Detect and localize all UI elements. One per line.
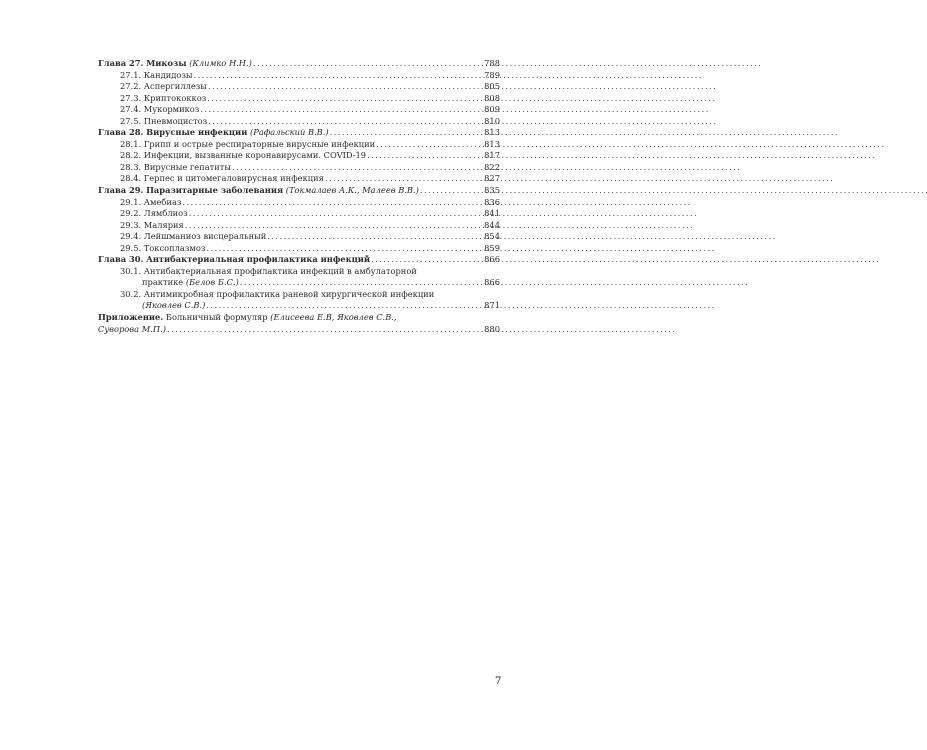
dot-leader — [325, 173, 483, 185]
toc-item — [98, 150, 500, 162]
item-page: 789 — [484, 69, 500, 80]
toc-chapter-30 — [98, 254, 500, 266]
dot-leader — [182, 197, 483, 209]
dot-leader — [367, 150, 483, 162]
dot-leader — [420, 185, 483, 197]
chapter-page: 835 — [484, 185, 500, 196]
dot-leader — [189, 208, 483, 220]
item-number: 29.2. — [120, 208, 142, 219]
toc-item — [98, 104, 500, 116]
toc-appendix — [98, 312, 500, 324]
item-number: 29.3. — [120, 219, 142, 230]
toc-item — [98, 231, 500, 243]
item-title: Криптококкоз — [143, 92, 207, 103]
item-author: (Белов Б.С.) — [185, 277, 239, 288]
item-number: 30.2. — [120, 288, 142, 299]
item-page: 866 — [484, 277, 500, 288]
item-page: 822 — [484, 161, 500, 172]
chapter-title: Антибактериальная профилактика инфекций — [146, 254, 371, 265]
item-title: Аспергиллезы — [143, 81, 207, 92]
item-number: 27.3. — [120, 92, 142, 103]
item-page: 871 — [484, 300, 500, 311]
item-number: 28.4. — [120, 173, 142, 184]
item-author: (Яковлев С.В.) — [142, 300, 206, 311]
item-page: 813 — [484, 138, 500, 149]
toc-item — [98, 162, 500, 174]
dot-leader — [206, 300, 483, 312]
toc-item — [98, 116, 500, 128]
item-page: 817 — [484, 150, 500, 161]
item-number: 28.2. — [120, 150, 142, 161]
dot-leader — [267, 231, 483, 243]
chapter-page: 788 — [484, 58, 500, 68]
item-page: 854 — [484, 231, 500, 242]
dot-leader — [167, 324, 483, 336]
item-title: Токсоплазмоз — [143, 242, 206, 253]
chapter-author: (Рафальский В.В.) — [250, 127, 329, 138]
dot-leader — [200, 104, 483, 116]
item-page: 859 — [484, 242, 500, 253]
dot-leader — [208, 81, 483, 93]
toc-item — [98, 289, 500, 312]
dot-leader — [371, 254, 483, 266]
table-of-contents — [98, 58, 500, 335]
item-number: 29.5. — [120, 242, 142, 253]
item-number: 29.4. — [120, 231, 142, 242]
item-page: 841 — [484, 208, 500, 219]
item-page: 827 — [484, 173, 500, 184]
item-number: 27.1. — [120, 69, 142, 80]
item-number: 27.5. — [120, 115, 142, 126]
item-number: 27.4. — [120, 104, 142, 115]
item-number: 28.3. — [120, 161, 142, 172]
item-page: 836 — [484, 196, 500, 207]
item-title: Малярия — [143, 219, 184, 230]
item-title: Грипп и острые респираторные вирусные инфекции — [143, 138, 376, 149]
chapter-label: Глава 27. — [98, 58, 144, 68]
item-title-cont: практике — [142, 277, 184, 288]
toc-item — [98, 197, 500, 209]
toc-chapter-27 — [98, 58, 500, 70]
chapter-label: Глава 30. — [98, 254, 144, 265]
chapter-title: Микозы — [146, 58, 187, 68]
page-number: 7 — [495, 676, 502, 687]
toc-chapter-28 — [98, 127, 500, 139]
item-page: 810 — [484, 115, 500, 126]
toc-item — [98, 93, 500, 105]
item-title: Лямблиоз — [143, 208, 188, 219]
dot-leader — [232, 162, 483, 174]
appendix-page: 880 — [484, 323, 500, 334]
toc-item — [98, 243, 500, 255]
toc-appendix-cont — [98, 324, 500, 336]
dot-leader — [208, 116, 483, 128]
appendix-authors: (Елисеева Е.В, Яковлев С.В., — [270, 312, 397, 323]
toc-item — [98, 173, 500, 185]
dot-leader — [330, 127, 484, 139]
item-page: 805 — [484, 81, 500, 92]
item-title: Инфекции, вызванные коронавирусами. COVID-19 — [143, 150, 367, 161]
item-number: 27.2. — [120, 81, 142, 92]
chapter-title: Вирусные инфекции — [146, 127, 248, 138]
item-number: 29.1. — [120, 196, 142, 207]
item-number: 30.1. — [120, 265, 142, 276]
item-page: 844 — [484, 219, 500, 230]
item-title: Герпес и цитомегаловирусная инфекция — [143, 173, 324, 184]
item-title: Вирусные гепатиты — [143, 161, 231, 172]
dot-leader — [376, 139, 483, 151]
chapter-title: Паразитарные заболевания — [146, 185, 284, 196]
toc-item — [98, 208, 500, 220]
toc-item — [98, 81, 500, 93]
chapter-label: Глава 28. — [98, 127, 144, 138]
toc-item — [98, 139, 500, 151]
item-title: Кандидозы — [143, 69, 193, 80]
item-title: Мукормикоз — [143, 104, 200, 115]
item-title: Пневмоцистоз — [143, 115, 208, 126]
toc-item — [98, 220, 500, 232]
toc-item — [98, 70, 500, 82]
appendix-title: Больничный формуляр — [165, 312, 268, 323]
chapter-page: 866 — [484, 254, 500, 265]
item-number: 28.1. — [120, 138, 142, 149]
appendix-authors-cont: Суворова М.П.) — [98, 323, 166, 334]
dot-leader — [253, 58, 483, 70]
toc-chapter-29 — [98, 185, 500, 197]
chapter-label: Глава 29. — [98, 185, 144, 196]
dot-leader — [206, 243, 483, 255]
item-page: 809 — [484, 104, 500, 115]
dot-leader — [194, 70, 484, 82]
dot-leader — [207, 93, 483, 105]
item-page: 808 — [484, 92, 500, 103]
appendix-label: Приложение. — [98, 312, 164, 323]
dot-leader — [185, 220, 483, 232]
toc-item — [98, 266, 500, 289]
dot-leader — [240, 277, 483, 289]
chapter-page: 813 — [484, 127, 500, 138]
chapter-author: (Климко Н.Н.) — [189, 58, 252, 68]
item-title: Антибактериальная профилактика инфекций в амбулаторной — [143, 265, 417, 276]
item-title: Лейшманиоз висцеральный — [143, 231, 267, 242]
chapter-author: (Токмалаев А.К., Малеев В.В.) — [285, 185, 419, 196]
item-title: Амебиаз — [143, 196, 182, 207]
item-title: Антимикробная профилактика раневой хирургической инфекции — [143, 288, 435, 299]
